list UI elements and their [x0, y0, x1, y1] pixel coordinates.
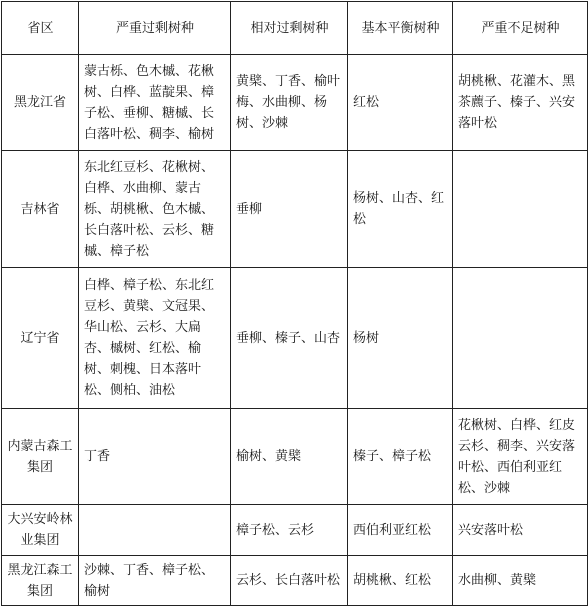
relative-surplus-cell: 垂柳、榛子、山杏 [231, 268, 348, 409]
header-balanced: 基本平衡树种 [348, 2, 453, 55]
region-cell: 黑龙江省 [2, 55, 79, 151]
severe-surplus-cell: 蒙古栎、色木槭、花楸树、白桦、蓝靛果、樟子松、垂柳、糖槭、长白落叶松、稠李、榆树 [79, 55, 231, 151]
balanced-cell: 西伯利亚红松 [348, 505, 453, 556]
severe-surplus-cell: 白桦、樟子松、东北红豆杉、黄檗、文冠果、华山松、云杉、大扁杏、槭树、红松、榆树、刺槐、日本落叶松、侧柏、油松 [79, 268, 231, 409]
relative-surplus-cell: 垂柳 [231, 151, 348, 268]
table-row [2, 151, 588, 268]
relative-surplus-cell: 黄檗、丁香、榆叶梅、水曲柳、杨树、沙棘 [231, 55, 348, 151]
severe-surplus-cell: 沙棘、丁香、樟子松、榆树 [79, 556, 231, 606]
relative-surplus-cell: 云杉、长白落叶松 [231, 556, 348, 606]
tree-species-table [1, 1, 588, 606]
severe-shortage-cell: 水曲柳、黄檗 [453, 556, 588, 606]
severe-shortage-cell [453, 151, 588, 268]
severe-surplus-cell: 丁香 [79, 409, 231, 505]
table-row [2, 55, 588, 151]
relative-surplus-cell: 榆树、黄檗 [231, 409, 348, 505]
balanced-cell: 杨树 [348, 268, 453, 409]
header-row [2, 2, 588, 55]
region-cell: 大兴安岭林业集团 [2, 505, 79, 556]
severe-surplus-cell [79, 505, 231, 556]
region-cell: 内蒙古森工集团 [2, 409, 79, 505]
table-row [2, 505, 588, 556]
header-relative-surplus: 相对过剩树种 [231, 2, 348, 55]
relative-surplus-cell: 樟子松、云杉 [231, 505, 348, 556]
balanced-cell: 杨树、山杏、红松 [348, 151, 453, 268]
balanced-cell: 红松 [348, 55, 453, 151]
table-row [2, 268, 588, 409]
table-row [2, 556, 588, 606]
severe-shortage-cell [453, 268, 588, 409]
region-cell: 吉林省 [2, 151, 79, 268]
severe-shortage-cell: 胡桃楸、花灌木、黑茶藨子、榛子、兴安落叶松 [453, 55, 588, 151]
header-severe-surplus: 严重过剩树种 [79, 2, 231, 55]
header-province: 省区 [2, 2, 79, 55]
table-row [2, 409, 588, 505]
severe-shortage-cell: 花楸树、白桦、红皮云杉、稠李、兴安落叶松、西伯利亚红松、沙棘 [453, 409, 588, 505]
severe-shortage-cell: 兴安落叶松 [453, 505, 588, 556]
severe-surplus-cell: 东北红豆杉、花楸树、白桦、水曲柳、蒙古栎、胡桃楸、色木槭、长白落叶松、云杉、糖槭、樟子松 [79, 151, 231, 268]
balanced-cell: 胡桃楸、红松 [348, 556, 453, 606]
balanced-cell: 榛子、樟子松 [348, 409, 453, 505]
region-cell: 黑龙江森工集团 [2, 556, 79, 606]
header-severe-shortage: 严重不足树种 [453, 2, 588, 55]
region-cell: 辽宁省 [2, 268, 79, 409]
